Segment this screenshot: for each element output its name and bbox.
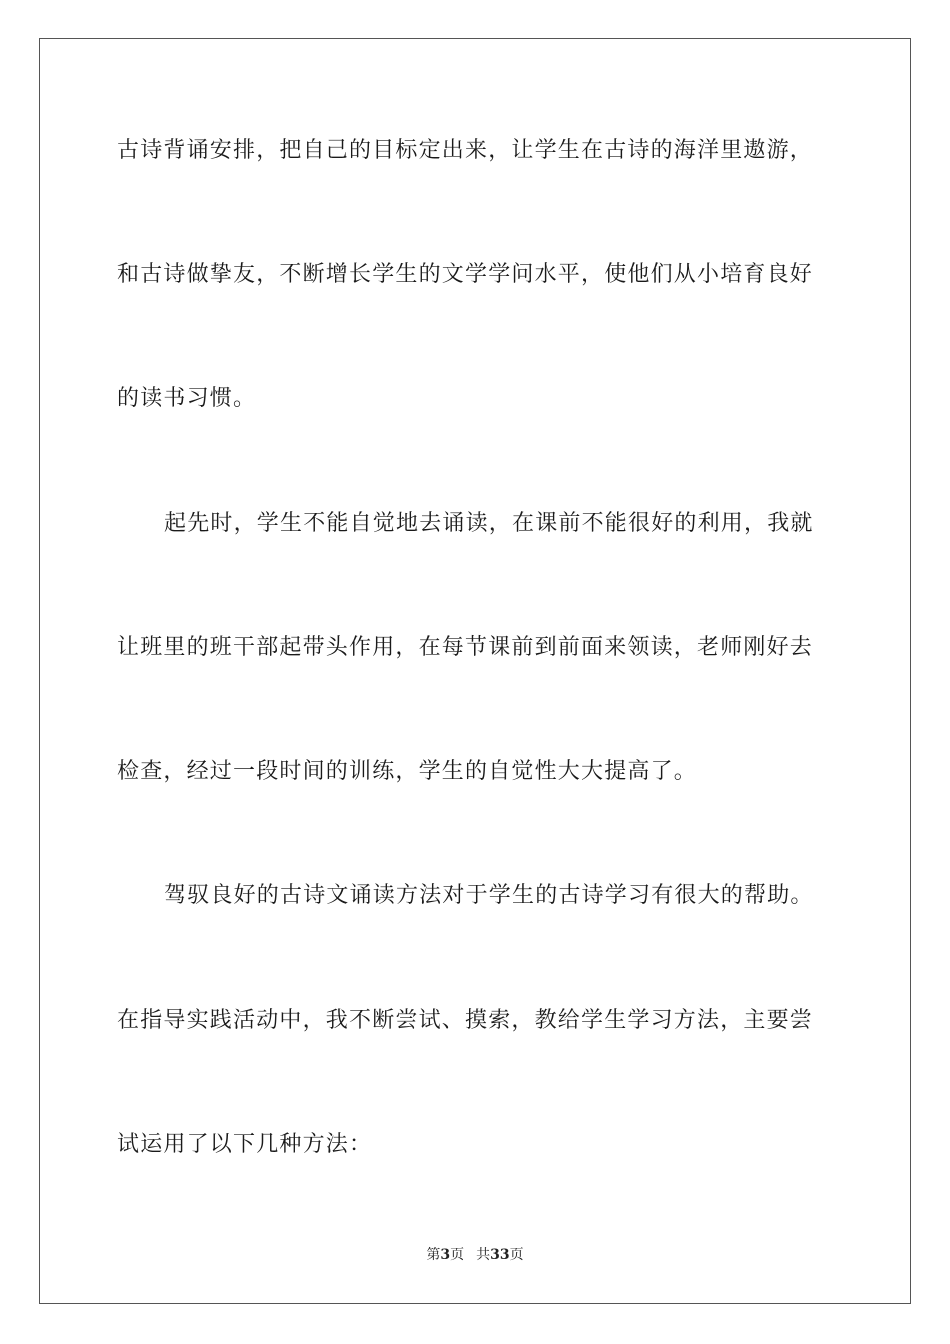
paragraph-2-line-3: 检查，经过一段时间的训练，学生的自觉性大大提高了。 (117, 759, 698, 784)
paragraph-1-line-2: 和古诗做挚友，不断增长学生的文学学问水平，使他们从小培育良好 (117, 262, 814, 287)
paragraph-1-line-3: 的读书习惯。 (117, 386, 257, 411)
page-border (39, 38, 911, 1304)
total-pages: 33 (490, 1247, 510, 1263)
page-prefix: 第 (426, 1247, 441, 1263)
paragraph-1-line-1: 古诗背诵安排，把自己的目标定出来，让学生在古诗的海洋里遨游， (117, 138, 814, 163)
page-number: 3 (440, 1247, 451, 1263)
paragraph-3-line-2: 在指导实践活动中，我不断尝试、摸索，教给学生学习方法，主要尝 (117, 1008, 814, 1033)
page-suffix: 页 (450, 1247, 465, 1263)
paragraph-2-line-1: 起先时，学生不能自觉地去诵读，在课前不能很好的利用，我就 (164, 511, 814, 536)
page-footer (0, 1246, 950, 1264)
total-prefix: 共 (476, 1247, 491, 1263)
paragraph-3-line-3: 试运用了以下几种方法： (117, 1132, 373, 1157)
total-suffix: 页 (509, 1247, 524, 1263)
paragraph-3-line-1: 驾驭良好的古诗文诵读方法对于学生的古诗学习有很大的帮助。 (164, 883, 814, 908)
paragraph-2-line-2: 让班里的班干部起带头作用，在每节课前到前面来领读，老师刚好去 (117, 635, 814, 660)
